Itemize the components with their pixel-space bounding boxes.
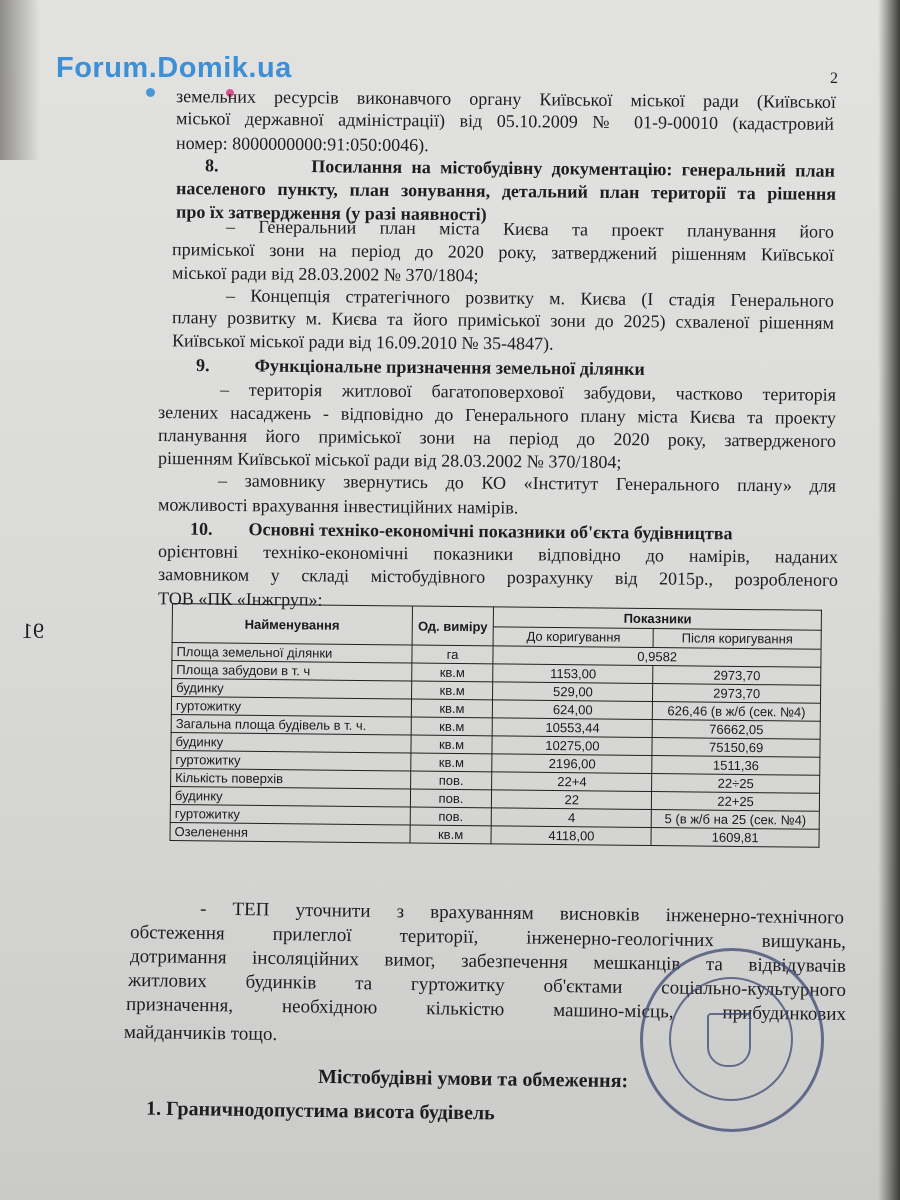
table-cell-after: 2973,70 [653,666,821,686]
table-header-after: Після коригування [653,628,821,649]
section-9-line: зелених насаджень - відповідно до Генерального плану міста Києва та проекту [157,402,837,428]
table-cell-before: 1153,00 [493,664,653,684]
section-9-heading: 9. Функціональне призначення земельної ділянки [195,355,645,379]
intro-line: міської державної адміністрації) від 05.10.2009 № 01-9-00010 (кадастровий [175,108,835,134]
intro-line: земельних ресурсів виконавчого органу Київської міської ради (Київської [175,86,837,112]
section-10-line: замовником у складі містобудівного розрахунку від 2015р., розробленого [157,564,839,590]
table-cell-name: гуртожитку [171,697,411,718]
table-cell-unit: кв.м [410,825,492,844]
section-9-line: планування його приміської зони на період до 2020 року, затвердженого [157,425,837,451]
tep-note-line: призначення, необхідною кількістю машино-місць, прибудинкових [125,993,847,1026]
table-cell-unit: пов. [410,771,492,790]
official-stamp-icon [640,948,824,1132]
section-9-line: – замовнику звернутись до КО «Інститут Генерального плану» для [217,470,837,496]
section-8-heading: 8. Посилання на містобудівну документацію: генеральний план [204,155,836,181]
watermark-dot-icon [146,88,155,97]
table-cell-name: будинку [171,732,411,753]
table-cell-unit: кв.м [411,699,493,718]
section-10-line: орієнтовні техніко-економічні показники відповідно до намірів, наданих [157,541,839,567]
table-cell-before: 4118,00 [491,826,651,846]
table-cell-before: 624,00 [493,700,653,720]
table-cell-unit: кв.м [410,753,492,772]
table-cell-after: 2973,70 [653,684,821,704]
section-10-line: ТОВ «ПК «Інжгруп»: [157,588,323,610]
table-cell-before: 22+4 [492,772,652,792]
table-cell-merged-value: 0,9582 [493,646,821,667]
table-cell-name: будинку [172,679,412,700]
table-cell-before: 529,00 [493,682,653,702]
section-8-line: Київської міської ради від 16.09.2010 № 35-4847). [171,330,554,354]
table-cell-after: 76662,05 [652,720,820,740]
table-cell-after: 22÷25 [652,774,820,794]
page-edge-shadow-right [878,0,900,1200]
table-cell-name: гуртожитку [171,750,411,771]
table-cell-name: Кількість поверхів [171,768,411,789]
table-cell-after: 22+25 [652,792,820,812]
page-number: 2 [830,70,838,87]
margin-mark: 91 [22,618,44,643]
table-header-indicators: Показники [494,607,822,630]
tep-note-line: житлових будинків та гуртожитку об'єктами соціально-культурного [127,969,847,1002]
section-10-heading: 10. Основні техніко-економічні показники об'єкта будівництва [189,518,733,544]
section-9-line: можливості врахування інвестиційних намірів. [157,494,519,518]
table-header-name: Найменування [172,604,412,646]
tep-note-line: - ТЕП уточнити з врахуванням висновків інженерно-технічного [199,898,845,929]
table-cell-unit: кв.м [411,717,493,736]
table-cell-name: Загальна площа будівель в т. ч. [171,714,411,735]
conditions-title: Містобудівні умови та обмеження: [317,1065,629,1093]
table-cell-after: 626,46 (в ж/б (сек. №4) [653,702,821,722]
tep-note-line: дотримання інсоляційних вимог, забезпечення мешканців та відвідувачів [129,946,847,977]
table-cell-after: 75150,69 [652,738,820,758]
table-cell-before: 2196,00 [492,754,652,774]
tep-table [170,603,822,848]
section-8-line: плану розвитку м. Києва та його приміської зони до 2025) схваленої рішенням [171,307,835,333]
table-cell-unit: кв.м [411,663,493,682]
table-cell-name: Озеленення [170,822,410,843]
intro-line: номер: 8000000000:91:050:0046). [175,132,429,156]
table-cell-name: гуртожитку [170,804,410,825]
tep-note-line: майданчиків тощо. [123,1021,278,1046]
table-cell-name: Площа забудови в т. ч [172,661,412,682]
table-cell-unit: пов. [410,789,492,808]
table-cell-after: 5 (в ж/б на 25 (сек. №4) [651,810,819,830]
table-header-unit: Од. виміру [412,606,494,646]
watermark: Forum.Domik.ua [56,52,292,84]
table-cell-name: будинку [170,786,410,807]
section-8-heading: населеного пункту, план зонування, детальний план території та рішення [175,178,837,204]
section-8-line: – Генеральний план міста Києва та проект планування його [225,216,835,242]
condition-1-heading: 1. Граничнодопустима висота будівель [145,1097,495,1125]
tep-note-line: обстеження прилеглої території, інженерно-геологічних вишукань, [129,922,847,953]
table-cell-unit: пов. [410,807,492,826]
table-header-before: До коригування [494,626,654,647]
section-9-line: рішенням Київської міської ради від 28.03.2002 № 370/1804; [157,447,622,473]
table-cell-unit: га [411,645,493,664]
table-cell-name: Площа земельної ділянки [172,643,412,664]
table-cell-unit: кв.м [411,681,493,700]
section-8-line: – Концепція стратегічного розвитку м. Києва (I стадія Генерального [225,285,835,311]
table-cell-after: 1609,81 [651,828,819,848]
table-cell-before: 22 [492,790,652,810]
table-cell-before: 4 [492,808,652,828]
page-edge-shadow [0,0,40,160]
trident-emblem-icon [707,1013,751,1067]
section-8-heading: про їх затвердження (у разі наявності) [175,201,487,225]
table-cell-before: 10553,44 [493,718,653,738]
section-9-line: – територія житлової багатоповерхової забудови, частково територія [219,379,837,405]
section-8-line: міської ради від 28.03.2002 № 370/1804; [171,262,479,286]
table-cell-unit: кв.м [411,735,493,754]
table-cell-after: 1511,36 [652,756,820,776]
section-8-line: приміської зони на період до 2020 року, затверджений рішенням Київської [171,239,835,265]
table-cell-before: 10275,00 [492,736,652,756]
